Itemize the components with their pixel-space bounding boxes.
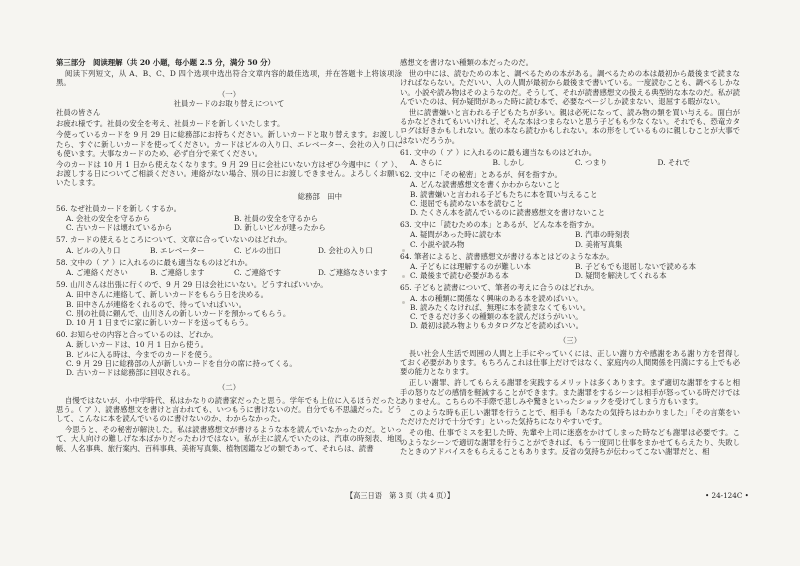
answer-option: C. つまり — [575, 158, 608, 168]
answer-options — [410, 262, 740, 280]
passage1-signature: 総務部 田中 — [297, 191, 342, 201]
passage3-paragraph: 長い社会人生活で周囲の人間と上手にやっていくには、正しい謝り方や感謝をある謝り方を習得しておく必要があります。もちろんこれは仕事上だけではなく、家庭内の人間関係を円満にする上でも必要の能力となります。 — [400, 348, 740, 377]
answer-options — [410, 180, 740, 217]
answer-options — [66, 246, 402, 255]
answer-option: A. さらに — [410, 158, 443, 168]
answer-option: C. 別の社員に頼んで、山川さんの新しいカードを預かってもらう。 — [66, 308, 291, 318]
answer-option: C. ビルの出口 — [234, 245, 282, 255]
question-list — [56, 204, 402, 377]
passage2-paragraph: 世の中には、読むための本と、調べるための本がある。調べるための本は最初から最後まで読まなければならない。ただいい、人の人間が最初から最後まで書いている。一度読むことも、調べるしかない。小説や読み物はそのようなのだ。そうして、それが読書感想文の扱える典型的な本なのだ。私が読んでいたのは、何か疑問があった時に読む本で、必要なページしか読まない、退屈する暇がない。 — [400, 69, 740, 106]
answer-option: A. ご連絡ください — [66, 268, 128, 278]
answer-options — [66, 290, 402, 327]
question-list — [400, 148, 740, 331]
answer-option: B. 社員の安全を守るから — [234, 214, 319, 224]
passage2-paragraph: 自慢ではないが、小中学時代、私はかなりの読書家だったと思う。学年でも上位に入るほうだったと思う。（ ア ）、読書感想文を書けと言われても、いつもうに書けないのだ。自分でも不思議だった。どうして、こんなに本を読んでいるのに書けないのか、わからなかった。 — [56, 395, 402, 423]
answer-option: D. それで — [657, 158, 691, 168]
passage2-continued: 感想文を書けない種類の本だったのだ。 — [400, 58, 534, 67]
answer-option: B. 田中さんが連絡をくれるので、待っていればいい。 — [66, 299, 246, 309]
passage3-marker: （三） — [558, 336, 582, 346]
passage1-greeting: 社員の皆さん — [56, 108, 101, 118]
passage1-paragraph: お疲れ様です。社員の安全を考え、社員カードを新しくいたします。 — [56, 119, 285, 129]
question-stem: 58. 文中の（ ア ）に入れるのに最も適当なものはどれか。 — [56, 257, 253, 267]
passage3-paragraph: 正しい謝罪、許してもらえる謝罪を実践するメリットは多くあります。まず適切な謝罪をすると相手の怒りなどの感情を軽減することができます。また謝罪をするシーンは相手が怒っている時だけではありません。こちらの不手際で悲しみや驚きといったショックを受けてしまう方もいます。 — [400, 378, 740, 406]
passage1-marker: （一） — [217, 89, 241, 99]
answer-option: D. 10 月 1 日までに家に新しいカードを送ってもらう。 — [66, 318, 253, 328]
question-stem: 63. 文中に「読むための本」とあるが、どんな本を指すか。 — [400, 220, 599, 230]
passage1-paragraph: 今使っているカードを 9 月 29 日に総務部にお持ちください。新しいカードと取り替えます。お渡ししたら、すぐに新しいカードを使ってください。カードはビルの入り口、エレベーター、会社の入り口にも使います。大事なカードのため、必ず自分で来てください。 — [56, 130, 402, 158]
question-stem: 64. 筆者によると、読書感想文が書ける本とはどのような本か。 — [400, 251, 614, 261]
passage2-paragraph: 今思うと、その秘密が解決した。私は読書感想文が書けるような本を読んでいなかったのだ。といって、大人向けの難しげな本ばかりだったわけではない。私が主に読んでいたのは、汽車の時刻表、地図帳、人名事典、旅行案内、百科事典、美術写真集、植物図鑑などの類であって、それらは、読書 — [56, 425, 402, 453]
passage1-title: 社員カードのお取り替えについて — [173, 98, 285, 108]
answer-option: D. たくさん本を読んでいるのに読書感想文を書けないこと — [410, 208, 606, 218]
answer-option: B. 汽車の時刻表 — [575, 230, 630, 240]
answer-option: D. 美術写真集 — [575, 239, 623, 249]
passage3-paragraph: このような時も正しい謝罪を行うことで、相手も「あなたの気持ちはわかりました」「その言葉をいただけただけで十分です」といった気持ちになりやすいです。 — [400, 407, 740, 427]
answer-option: B. ご連絡します — [150, 268, 205, 278]
answer-option: A. 新しいカードは、10 月 1 日から使う。 — [66, 340, 209, 350]
answer-option: C. ご連絡です — [234, 268, 282, 278]
answer-option: A. 田中さんに連絡して、新しいカードをもらう日を決める。 — [66, 290, 269, 300]
passage2-paragraph: 世に読書嫌いと言われる子どもたちが多い。親は必死になって、読み物の類を買い与える。面白がるかなどされてもいいけれど、そんな本はつまらないと思う子どもも少なくない。それでも、恐竜カタログは好きかもしれない。旅の本なら読むかもしれない。本の形をしているものに親しむことが大事ではないだろうか。 — [400, 108, 740, 145]
answer-option: C. 9 月 29 日に総務部の人が新しいカードを自分の席に持ってくる。 — [66, 358, 297, 368]
page-footer: 【高三日语 第 3 页（共 4 页）】 — [345, 491, 455, 500]
answer-option: A. どんな読書感想文を書くかわからないこと — [410, 180, 561, 190]
answer-option: C. 小説や読み物 — [410, 239, 465, 249]
question-stem: 65. 子どもと読書について、筆者の考えに合うのはどれか。 — [400, 283, 599, 293]
answer-option: D. 疑問を解決してくれる本 — [575, 271, 667, 281]
answer-option: A. 会社の安全を守るから — [66, 214, 150, 224]
answer-option: B. 子どもでも退屈しないで読める本 — [575, 262, 696, 272]
passage2-marker: （二） — [217, 383, 241, 393]
answer-option: C. 古いカードは壊れているから — [66, 223, 173, 233]
answer-option: B. 読みたくなければ、無理に本を読まなくてもいい。 — [410, 302, 591, 312]
answer-option: A. 疑問があった時に読む本 — [410, 230, 502, 240]
answer-option: B. ビルに入る時は、今までのカードを使う。 — [66, 349, 217, 359]
answer-option: D. ご連絡なさいます — [318, 268, 388, 278]
answer-option: B. エレベーター — [150, 245, 205, 255]
instructions: 阅读下列短文，从 A、B、C、D 四个选项中选出符合文章内容的最佳选项，并在答题卡上将该项涂黑。 — [56, 69, 402, 88]
answer-option: B. しかし — [492, 158, 525, 168]
section-title: 第三部分 阅读理解（共 20 小题，每小题 2.5 分，满分 50 分） — [56, 58, 275, 67]
answer-options — [66, 340, 402, 377]
answer-options — [410, 230, 740, 248]
answer-option: C. できるだけ多くの種類の本を読んだほうがいい。 — [410, 312, 583, 322]
answer-option: A. 本の種類に関係なく興味のある本を読めばいい。 — [410, 293, 583, 303]
passage3-paragraph: その他、仕事でミスを犯した時、先輩や上司に迷惑をかけてしまった時なども謝罪は必要です。このようなシーンで適切な謝罪を行うことができれば、もう一度同じ仕事をまかせてもらえたり、失敗したときのアドバイスをもらえることもあります。反省の気持ちが伝わってこない謝罪だと、相 — [400, 428, 740, 456]
answer-option: B. 読書嫌いと言われる子どもたちに本を買い与えること — [410, 189, 598, 199]
answer-option: C. 最後まで読む必要がある本 — [410, 271, 509, 281]
answer-option: A. 子どもには理解するのが難しい本 — [410, 262, 531, 272]
question-stem: 61. 文中の（ ア ）に入れるのに最も適当なものはどれか。 — [400, 147, 597, 157]
right-column — [400, 58, 740, 458]
answer-options — [66, 214, 402, 232]
answer-option: D. 新しいビルが建ったから — [234, 223, 326, 233]
question-stem: 56. なぜ社員カードを新しくするか。 — [56, 203, 181, 213]
exam-code: • 24-124C • — [705, 491, 749, 500]
answer-options — [410, 294, 740, 331]
answer-option: D. 最初は読み物よりもカタログなどを読めばいい。 — [410, 321, 583, 331]
answer-option: A. ビルの入り口 — [66, 245, 121, 255]
question-stem: 59. 山川さんは出張に行くので、9 月 29 日は会社にいない。どうすればいいか。 — [56, 280, 328, 290]
question-stem: 62. 文中に「その秘密」とあるが、何を指すか。 — [400, 170, 562, 180]
question-stem: 57. カードの使えるところについて、文章に合っていないのはどれか。 — [56, 235, 292, 245]
answer-options — [410, 158, 740, 167]
binding-holes — [400, 245, 414, 315]
answer-option: C. 退屈でも読めない本を読むこと — [410, 198, 524, 208]
answer-options — [66, 268, 402, 277]
question-stem: 60. お知らせの内容と合っているのは、どれか。 — [56, 330, 218, 340]
left-column — [56, 58, 402, 455]
answer-option: D. 古いカードは総務部に回収される。 — [66, 368, 195, 378]
passage1-paragraph: 今のカードは 10 月 1 日から使えなくなります。9 月 29 日に会社にいない方はぜひ今週中に（ ア ）、お渡しする日についてご相談ください。連絡がない場合、別の日にお渡しできません。よろしくお願いいたします。 — [56, 160, 402, 188]
answer-option: D. 会社の入り口 — [318, 245, 373, 255]
